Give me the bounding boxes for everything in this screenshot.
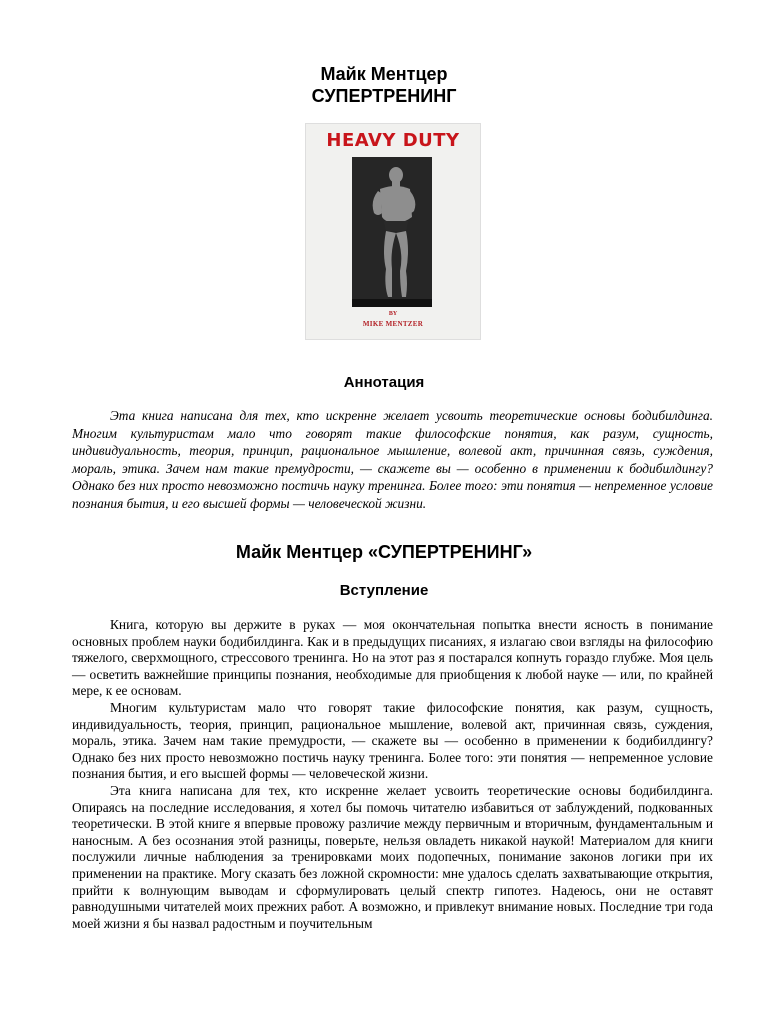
bodybuilder-photo	[352, 157, 432, 307]
intro-paragraph: Книга, которую вы держите в руках — моя окончательная попытка внести ясность в понимание основных проблем науки бодибилдинга. Как и в предыдущих писаниях, я излагаю свои взгляды на философию тяжелого, сверхмощного, стрессового тренинга. Но на этот раз я постарался копнуть гораздо глубже. Моя цель — осветить важнейшие принципы познания, необходимые для приобщения к любой науке — или, по крайней мере, к ее основам.	[72, 617, 713, 699]
intro-paragraph: Многим культуристам мало что говорят такие философские понятия, как разум, сущность, индивидуальность, теория, принцип, рациональное мышление, волевой акт, причинная связь, суждения, мораль, этика. Зачем нам такие премудрости, — скажете вы — особенно в применении к бодибилдингу? Однако без них просто невозможно постичь науку тренинга. Более того: эти понятия — непременное условие познания бытия, и его высшей формы — человеческой жизни.	[72, 699, 713, 782]
cover-by-label: BY	[388, 311, 398, 317]
cover-author: MIKE MENTZER	[362, 320, 424, 328]
annotation-text: Эта книга написана для тех, кто искренне желает усвоить теоретические основы бодибилдинга. Многим культуристам мало что говорят такие философские понятия, как разум, сущность, индивидуальность, теория, принцип, рациональное мышление, волевой акт, причинная связь, суждения, мораль, этика. Зачем нам такие премудрости, — скажете вы — особенно в применении к бодибилдингу? Однако без них просто невозможно постичь науку тренинга. Более того: эти понятия — непременное условие познания бытия, и его высшей формы — человеческой жизни.	[72, 408, 713, 511]
book-heading: Майк Ментцер «СУПЕРТРЕНИНГ»	[235, 542, 533, 562]
intro-body	[72, 617, 713, 932]
author-name: Майк Ментцер	[320, 64, 448, 84]
intro-paragraph: Эта книга написана для тех, кто искренне желает усвоить теоретические основы бодибилдинга. Опираясь на последние исследования, я хотел бы помочь читателю избавиться от заблуждений, подкованных теоретически. В этой книге я впервые провожу различие между первичным и вторичным, фундаментальным и наносным. А без осознания этой разницы, поверьте, нельзя овладеть никакой наукой! Материалом для книги послужили личные наблюдения за тренировками моих подопечных, понимание законов логики при их применении на практике. Могу сказать без ложной скромности: мне удалось сделать захватывающие открытия, прийти к волнующим выводам и сформулировать целый спектр гипотез. Надеюсь, они не оставят равнодушными читателей моих прежних работ. А возможно, и привлекут внимание новых. Последние три года моей жизни я бы назвал радостным и поучительным	[72, 782, 713, 931]
cover-title: HEAVY DUTY	[326, 130, 460, 151]
book-cover-image	[305, 123, 481, 340]
intro-heading: Вступление	[339, 582, 429, 599]
annotation-heading: Аннотация	[343, 374, 425, 391]
book-title: СУПЕРТРЕНИНГ	[311, 86, 457, 106]
